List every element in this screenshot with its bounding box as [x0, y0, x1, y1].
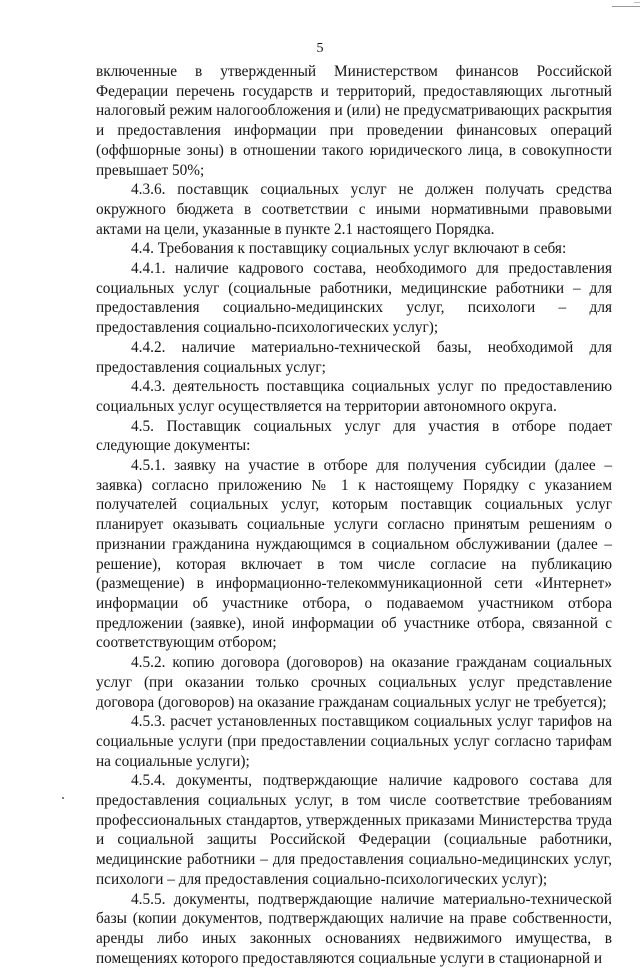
paragraph-4-5-4: 4.5.4. документы, подтверждающие наличие кадрового состава для предоставления социальных услуг, в том числе соответствие требованиям профессиональных стандартов, утвержденных приказами Министерства труда и социальной защиты Российской Федерации (социальные работники, медицинские работники – для предоставления социально-медицинских услуг, психологи – для предоставления социально-психологических услуг); [96, 772, 612, 888]
document-body [96, 62, 612, 968]
scan-corner-mark [612, 0, 640, 7]
scan-speck [62, 797, 64, 799]
paragraph-4-4-2: 4.4.2. наличие материально-технической базы, необходимой для предоставления социальных услуг; [96, 338, 612, 376]
paragraph-4-5-5: 4.5.5. документы, подтверждающие наличие материально-технической базы (копии документов, подтверждающих наличие на праве собственности, аренды либо иных законных основаниях недвижимого имущества, в помещениях которого предоставляются социальные услуги в стационарной и [96, 890, 612, 967]
paragraph-4-5-3: 4.5.3. расчет установленных поставщиком социальных услуг тарифов на социальные услуги (при предоставлении социальных услуг согласно тарифам на социальные услуги); [96, 713, 612, 770]
paragraph-4-3-6: 4.3.6. поставщик социальных услуг не должен получать средства окружного бюджета в соответствии с иными нормативными правовыми актами на цели, указанные в пункте 2.1 настоящего Порядка. [96, 181, 612, 238]
paragraph-4-4: 4.4. Требования к поставщику социальных услуг включают в себя: [131, 240, 567, 258]
paragraph-continuation: включенные в утвержденный Министерством финансов Российской Федерации перечень государств и территорий, предоставляющих льготный налоговый режим налогообложения и (или) не предусматривающих раскрытия и предоставления информации при проведении финансовых операций (оффшорные зоны) в отношении такого юридического лица, в совокупности превышает 50%; [96, 63, 612, 179]
paragraph-4-5: 4.5. Поставщик социальных услуг для участия в отборе подает следующие документы: [96, 417, 612, 455]
paragraph-4-4-3: 4.4.3. деятельность поставщика социальных услуг по предоставлению социальных услуг осуществляется на территории автономного округа. [96, 378, 612, 415]
paragraph-4-4-1: 4.4.1. наличие кадрового состава, необходимого для предоставления социальных услуг (социальные работники, медицинские работники – для предоставления социально-медицинских услуг, психологи – для предоставления социально-психологических услуг); [96, 260, 612, 337]
page-number: 5 [316, 41, 324, 56]
paragraph-4-5-1: 4.5.1. заявку на участие в отборе для получения субсидии (далее – заявка) согласно приложению № 1 к настоящему Порядку с указанием получателей социальных услуг, которым поставщик социальных услуг планирует оказывать социальные услуги согласно принятым решениям о признании гражданина нуждающимся в социальном обслуживании (далее – решение), которая включает в том числе согласие на публикацию (размещение) в информационно-телекоммуникационной сети «Интернет» информации об участнике отбора, о подаваемом участником отбора предложении (заявке), иной информации об участнике отбора, связанной с соответствующим отбором; [96, 457, 612, 652]
paragraph-4-5-2: 4.5.2. копию договора (договоров) на оказание гражданам социальных услуг (при оказании только срочных социальных услуг представление договора (договоров) на оказание гражданам социальных услуг не требуется); [96, 654, 612, 711]
